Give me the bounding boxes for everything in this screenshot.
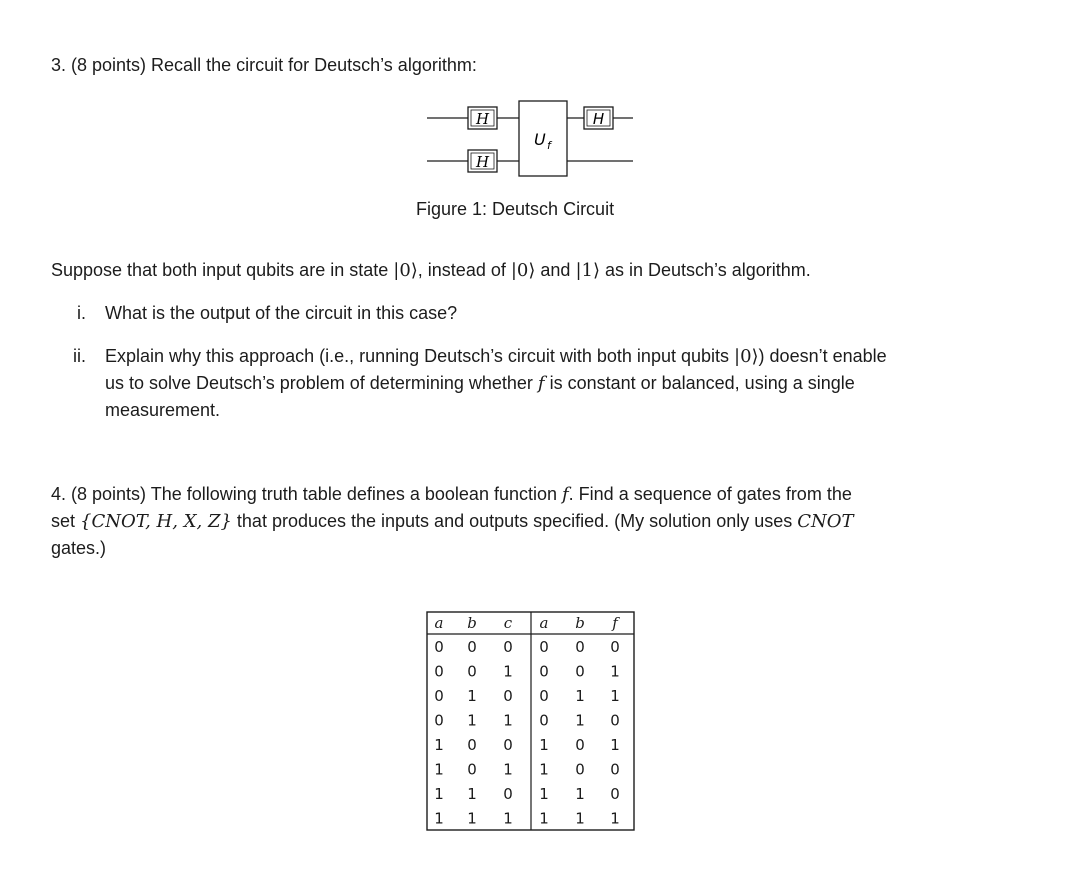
table-cell: 1 — [610, 662, 620, 681]
item-i-text: What is the output of the circuit in this case? — [105, 303, 458, 323]
table-cell: 1 — [503, 662, 513, 681]
table-cell: 1 — [467, 687, 477, 705]
deutsch-circuit-diagram — [420, 96, 650, 186]
oracle-uf-gate — [519, 101, 567, 176]
cnot-label: CNOT — [797, 511, 854, 532]
truth-table — [426, 610, 638, 850]
ket-one: |1⟩ — [575, 260, 600, 281]
hadamard-gate-top-left — [468, 107, 497, 129]
table-cell: 1 — [575, 785, 585, 803]
table-cell: 0 — [575, 662, 585, 681]
table-cell: 1 — [503, 711, 513, 730]
table-cell: 0 — [539, 662, 549, 681]
table-cell: 1 — [467, 809, 477, 828]
table-header-cell: a — [539, 614, 549, 632]
table-cell: 0 — [610, 638, 620, 656]
table-cell: 0 — [434, 638, 444, 656]
table-cell: 1 — [503, 809, 513, 828]
function-f: f — [562, 484, 569, 505]
table-cell: 0 — [575, 638, 585, 656]
table-cell: 0 — [503, 785, 513, 803]
table-cell: 0 — [539, 711, 549, 730]
table-cell: 0 — [434, 711, 444, 730]
table-cell: 0 — [467, 760, 477, 779]
table-cell: 0 — [434, 687, 444, 705]
table-cell: 1 — [575, 809, 585, 828]
question-4-text: 4. (8 points) The following truth table defines a boolean function f. Find a sequence of gates from the set {CNOT, H, X, Z} that produces the inputs and outputs specified. (My solution only uses CNOT gates.) — [51, 484, 854, 558]
hadamard-gate-top-right — [584, 107, 613, 129]
table-cell: 0 — [610, 785, 620, 803]
table-cell: 1 — [575, 687, 585, 705]
table-cell: 0 — [467, 662, 477, 681]
item-i-marker: i. — [77, 303, 86, 323]
table-cell: 1 — [434, 785, 444, 803]
table-header-cell: b — [575, 614, 585, 632]
svg-text:H: H — [475, 110, 490, 128]
table-cell: 1 — [467, 785, 477, 803]
table-cell: 1 — [467, 711, 477, 730]
table-cell: 1 — [610, 809, 620, 828]
table-cell: 0 — [467, 736, 477, 754]
gate-set: {CNOT, H, X, Z} — [80, 511, 232, 532]
table-header-cell: c — [503, 614, 513, 632]
table-cell: 0 — [610, 711, 620, 730]
table-cell: 1 — [503, 760, 513, 779]
ket-zero: |0⟩ — [393, 260, 418, 281]
table-cell: 1 — [539, 785, 549, 803]
item-ii-text: Explain why this approach (i.e., running Deutsch’s circuit with both input qubits |0⟩) doesn’t enable us to solve Deutsch’s problem of determining whether f is constant or balanced, using a single measurement. — [105, 346, 887, 420]
suppose-paragraph: Suppose that both input qubits are in state |0⟩, instead of |0⟩ and |1⟩ as in Deutsch’s algorithm. — [51, 260, 811, 281]
table-cell: 0 — [434, 662, 444, 681]
question-3-heading: 3. (8 points) Recall the circuit for Deutsch’s algorithm: — [51, 55, 477, 75]
table-cell: 1 — [434, 760, 444, 779]
ket-zero: |0⟩ — [510, 260, 536, 281]
table-cell: 1 — [610, 687, 620, 705]
table-cell: 1 — [575, 711, 585, 730]
table-header-cell: a — [434, 614, 444, 632]
table-cell: 0 — [539, 687, 549, 705]
svg-text:U: U — [534, 130, 546, 149]
table-cell: 0 — [575, 736, 585, 754]
table-cell: 1 — [539, 760, 549, 779]
table-cell: 0 — [503, 638, 513, 656]
table-header-cell: f — [612, 614, 618, 632]
table-cell: 0 — [503, 687, 513, 705]
item-ii-marker: ii. — [73, 346, 86, 366]
table-cell: 1 — [434, 809, 444, 828]
table-header-cell: b — [467, 614, 477, 632]
table-cell: 0 — [539, 638, 549, 656]
table-cell: 1 — [610, 736, 620, 754]
table-cell: 1 — [539, 809, 549, 828]
figure-caption: Figure 1: Deutsch Circuit — [416, 199, 615, 219]
function-f: f — [537, 373, 545, 394]
table-cell: 0 — [575, 760, 585, 779]
table-cell: 1 — [434, 736, 444, 754]
ket-zero: |0⟩ — [734, 346, 759, 367]
svg-text:H: H — [592, 110, 605, 128]
svg-text:f: f — [547, 139, 551, 152]
table-cell: 0 — [610, 760, 620, 779]
svg-text:H: H — [475, 153, 490, 171]
hadamard-gate-bottom-left — [468, 150, 497, 172]
table-cell: 0 — [503, 736, 513, 754]
table-cell: 0 — [467, 638, 477, 656]
table-cell: 1 — [539, 736, 549, 754]
